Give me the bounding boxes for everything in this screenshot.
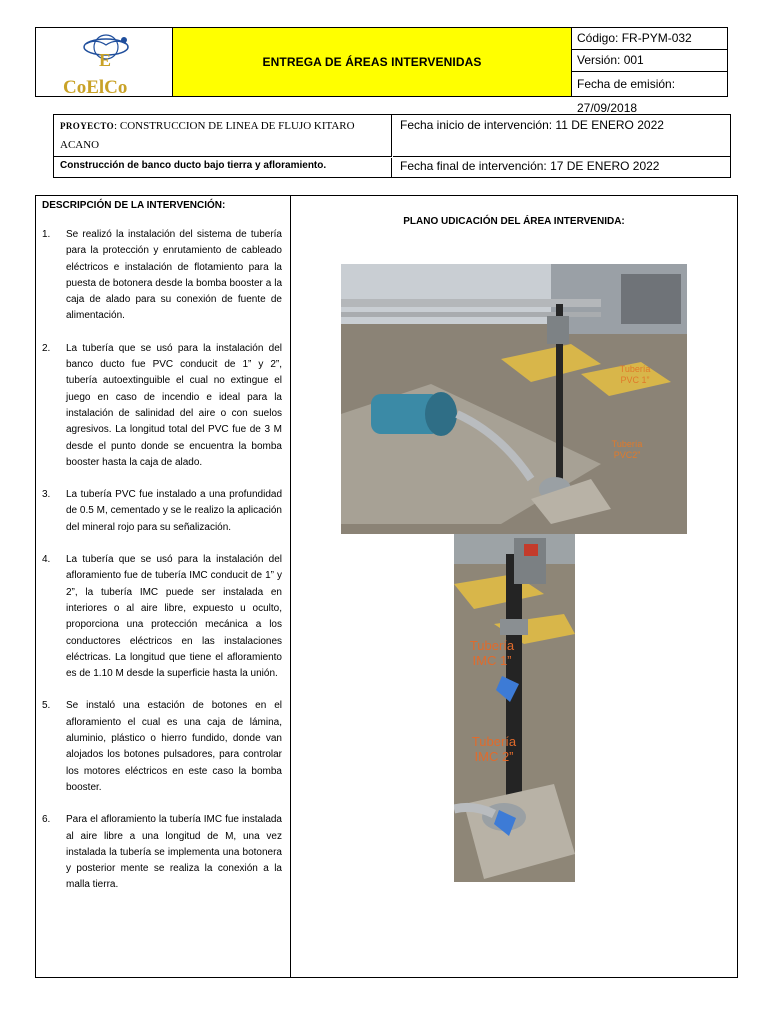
start-date: Fecha inicio de intervención: 11 DE ENERO 2022 (393, 115, 730, 157)
list-text: Se instaló una estación de botones en el afloramiento el cual es una caja de lámina, aluminio, plástico o hierro fundido, donde van alojados los botones pulsadores, para controlar los motores eléctricos en este caso la bomba booster. (66, 700, 282, 793)
list-item (36, 812, 290, 893)
project-name-cell (54, 115, 392, 157)
annotation-pvc-2: Tubería PVC2” (611, 439, 643, 460)
list-item (36, 227, 290, 325)
plan-column (291, 196, 737, 977)
end-date: Fecha final de intervención: 17 DE ENERO 2022 (400, 159, 660, 173)
document-title: ENTREGA DE ÁREAS INTERVENIDAS (173, 28, 572, 96)
work-description: Construcción de banco ducto bajo tierra y afloramiento. (54, 158, 392, 177)
document-version: Versión: 001 (572, 50, 727, 72)
list-number: 6. (42, 814, 51, 826)
list-number: 1. (42, 229, 51, 240)
list-text: La tubería PVC fue instalado a una profundidad de 0.5 M, cementado y se le realizo la aplicación del mineral rojo para su señalización. (66, 489, 282, 533)
list-text: La tubería que se usó para la instalación del afloramiento fue de tubería IMC conducit de 1” y 2”, la tubería IMC puede ser instalada en interiores o al aire libre, expuesto u oculto, proporciona una protección mecánica a los conductores eléctricos en las instalaciones eléctricas. La longitud que tiene el afloramiento es de 1.10 M desde la superficie hasta la unión. (66, 554, 282, 680)
list-item (36, 552, 290, 682)
list-number: 4. (42, 554, 51, 566)
list-item (36, 698, 290, 796)
list-text: La tubería que se usó para la instalación del banco ducto fue PVC conducit de 1” y 2”, tubería autoextinguible el cual no extingue el juego en caso de incendio e ideal para la instalación de salinidad del aire o con suelos agresivos. La longitud total del PVC fue de 3 M desde el punto donde se encuentra la bomba booster hasta la caja de alado. (66, 342, 282, 468)
coelco-logo-icon (36, 28, 172, 96)
list-item (36, 487, 290, 536)
list-text: Se realizó la instalación del sistema de tubería para la protección y enrutamiento de cableado eléctricos e instalación de flotamiento para la puesta de botonera desde la bomba booster a la caja de alado para su conexión de fuente de alimentación. (66, 229, 282, 322)
list-number: 2. (42, 342, 51, 354)
description-list (36, 227, 290, 894)
description-column (36, 196, 291, 977)
list-number: 3. (42, 489, 51, 501)
annotation-imc-1: Tubería IMC 1” (469, 638, 515, 668)
annotation-pvc-1: Tubería PVC 1” (619, 364, 651, 385)
plan-heading: PLANO UDICACIÓN DEL ÁREA INTERVENIDA: (403, 216, 625, 227)
annotation-imc-2: Tubería IMC 2” (471, 734, 517, 764)
site-photo-outcrop (454, 534, 575, 882)
intervention-table (35, 195, 738, 978)
site-photo-pump (341, 264, 687, 534)
project-name: : CONSTRUCCION DE LINEA DE FLUJO KITARO ACANO (60, 120, 355, 151)
document-header (35, 27, 728, 115)
project-label: PROYECTO (60, 121, 115, 131)
description-heading: DESCRIPCIÓN DE LA INTERVENCIÓN: (42, 200, 226, 211)
document-issue-date: Fecha de emisión: 27/09/2018 (577, 77, 676, 115)
logo-text: CoElCo (63, 77, 128, 96)
logo-letter: E (99, 50, 112, 70)
list-item (36, 341, 290, 471)
list-number: 5. (42, 700, 51, 712)
document-code: Código: FR-PYM-032 (572, 28, 727, 50)
project-info-table (53, 114, 731, 178)
company-logo (36, 28, 173, 96)
document-meta (572, 28, 727, 115)
list-text: Para el afloramiento la tubería IMC fue instalada al aire libre a una longitud de M, una vez instalada la tubería se implementa una botonera y posterior mente se realiza la conexión a la malla tierra. (66, 814, 282, 891)
